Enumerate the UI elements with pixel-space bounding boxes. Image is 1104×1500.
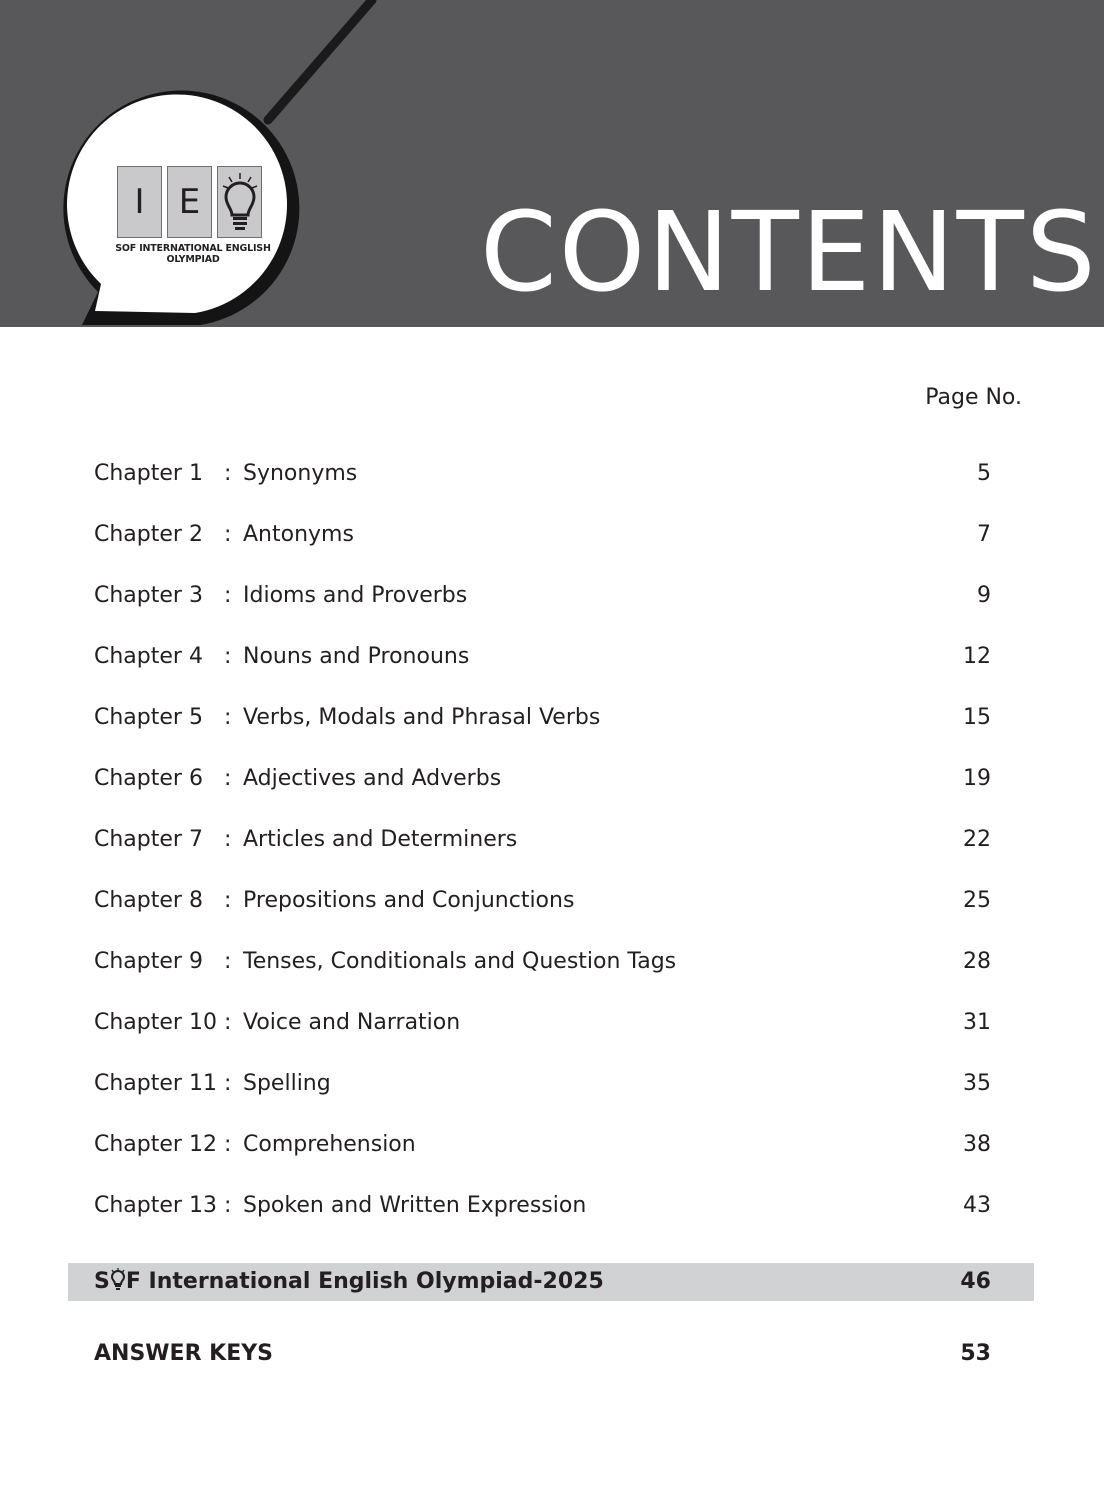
separator: : (224, 766, 232, 791)
chapter-label: Chapter 2 (94, 522, 203, 547)
toc-row[interactable] (94, 764, 991, 794)
page-number: 5 (977, 461, 991, 486)
chapter-label: Chapter 13 (94, 1193, 217, 1218)
chapter-label: Chapter 11 (94, 1071, 217, 1096)
page-number: 53 (960, 1341, 991, 1366)
chapter-title: Synonyms (243, 461, 358, 486)
chapter-title: Spelling (243, 1071, 331, 1096)
chapter-label: Chapter 12 (94, 1132, 217, 1157)
toc-row[interactable] (94, 1069, 991, 1099)
page-title: CONTENTS (480, 188, 1098, 316)
logo-lightbulb-box (217, 166, 262, 238)
separator: : (224, 1193, 232, 1218)
page-number: 46 (960, 1269, 991, 1294)
logo-letter-i: I (117, 166, 162, 238)
chapter-title: Verbs, Modals and Phrasal Verbs (243, 705, 601, 730)
chapter-title: Idioms and Proverbs (243, 583, 468, 608)
sof-olympiad-row[interactable] (68, 1263, 1034, 1301)
sof-prefix: S (94, 1269, 110, 1294)
page-number: 43 (963, 1193, 991, 1218)
separator: : (224, 644, 232, 669)
separator: : (224, 888, 232, 913)
chapter-title: Articles and Determiners (243, 827, 518, 852)
page-no-label: Page No. (925, 385, 1022, 410)
page-number: 31 (963, 1010, 991, 1035)
toc-row[interactable] (94, 642, 991, 672)
chapter-title: Voice and Narration (243, 1010, 461, 1035)
toc-row[interactable] (94, 1191, 991, 1221)
toc-row[interactable] (94, 825, 991, 855)
separator: : (224, 949, 232, 974)
chapter-title: Prepositions and Conjunctions (243, 888, 575, 913)
chapter-label: Chapter 3 (94, 583, 203, 608)
page-number: 38 (963, 1132, 991, 1157)
page-number: 9 (977, 583, 991, 608)
chapter-label: Chapter 6 (94, 766, 203, 791)
page-number: 7 (977, 522, 991, 547)
separator: : (224, 1071, 232, 1096)
page-number: 35 (963, 1071, 991, 1096)
separator: : (224, 1010, 232, 1035)
toc-row[interactable] (94, 1130, 991, 1160)
logo-badge-shape (0, 0, 400, 327)
chapter-title: Adjectives and Adverbs (243, 766, 502, 791)
chapter-title: Tenses, Conditionals and Question Tags (243, 949, 677, 974)
page-number: 28 (963, 949, 991, 974)
answer-keys-row[interactable] (94, 1339, 991, 1369)
lightbulb-icon (220, 169, 260, 235)
separator: : (224, 522, 232, 547)
chapter-label: Chapter 8 (94, 888, 203, 913)
chapter-label: Chapter 7 (94, 827, 203, 852)
chapter-label: Chapter 10 (94, 1010, 217, 1035)
page-number: 19 (963, 766, 991, 791)
page-number: 25 (963, 888, 991, 913)
chapter-title: Spoken and Written Expression (243, 1193, 587, 1218)
toc-row[interactable] (94, 947, 991, 977)
logo-caption: SOF INTERNATIONAL ENGLISH OLYMPIAD (115, 243, 271, 265)
chapter-label: Chapter 9 (94, 949, 203, 974)
header-banner (0, 0, 1104, 327)
sof-olympiad-title (94, 1267, 604, 1297)
toc-row[interactable] (94, 581, 991, 611)
answer-keys-label: ANSWER KEYS (94, 1341, 274, 1366)
toc-row[interactable] (94, 520, 991, 550)
separator: : (224, 583, 232, 608)
page-number: 12 (963, 644, 991, 669)
chapter-label: Chapter 5 (94, 705, 203, 730)
chapter-label: Chapter 4 (94, 644, 203, 669)
chapter-title: Antonyms (243, 522, 354, 547)
separator: : (224, 827, 232, 852)
toc-row[interactable] (94, 1008, 991, 1038)
lightbulb-icon (110, 1268, 126, 1290)
chapter-title: Nouns and Pronouns (243, 644, 470, 669)
page-number: 15 (963, 705, 991, 730)
page-number: 22 (963, 827, 991, 852)
sof-title-rest: F International English Olympiad-2025 (125, 1269, 604, 1294)
toc-row[interactable] (94, 703, 991, 733)
separator: : (224, 705, 232, 730)
separator: : (224, 461, 232, 486)
logo-letter-e: E (167, 166, 212, 238)
chapter-title: Comprehension (243, 1132, 416, 1157)
chapter-label: Chapter 1 (94, 461, 203, 486)
toc-row[interactable] (94, 886, 991, 916)
separator: : (224, 1132, 232, 1157)
toc-row[interactable] (94, 459, 991, 489)
